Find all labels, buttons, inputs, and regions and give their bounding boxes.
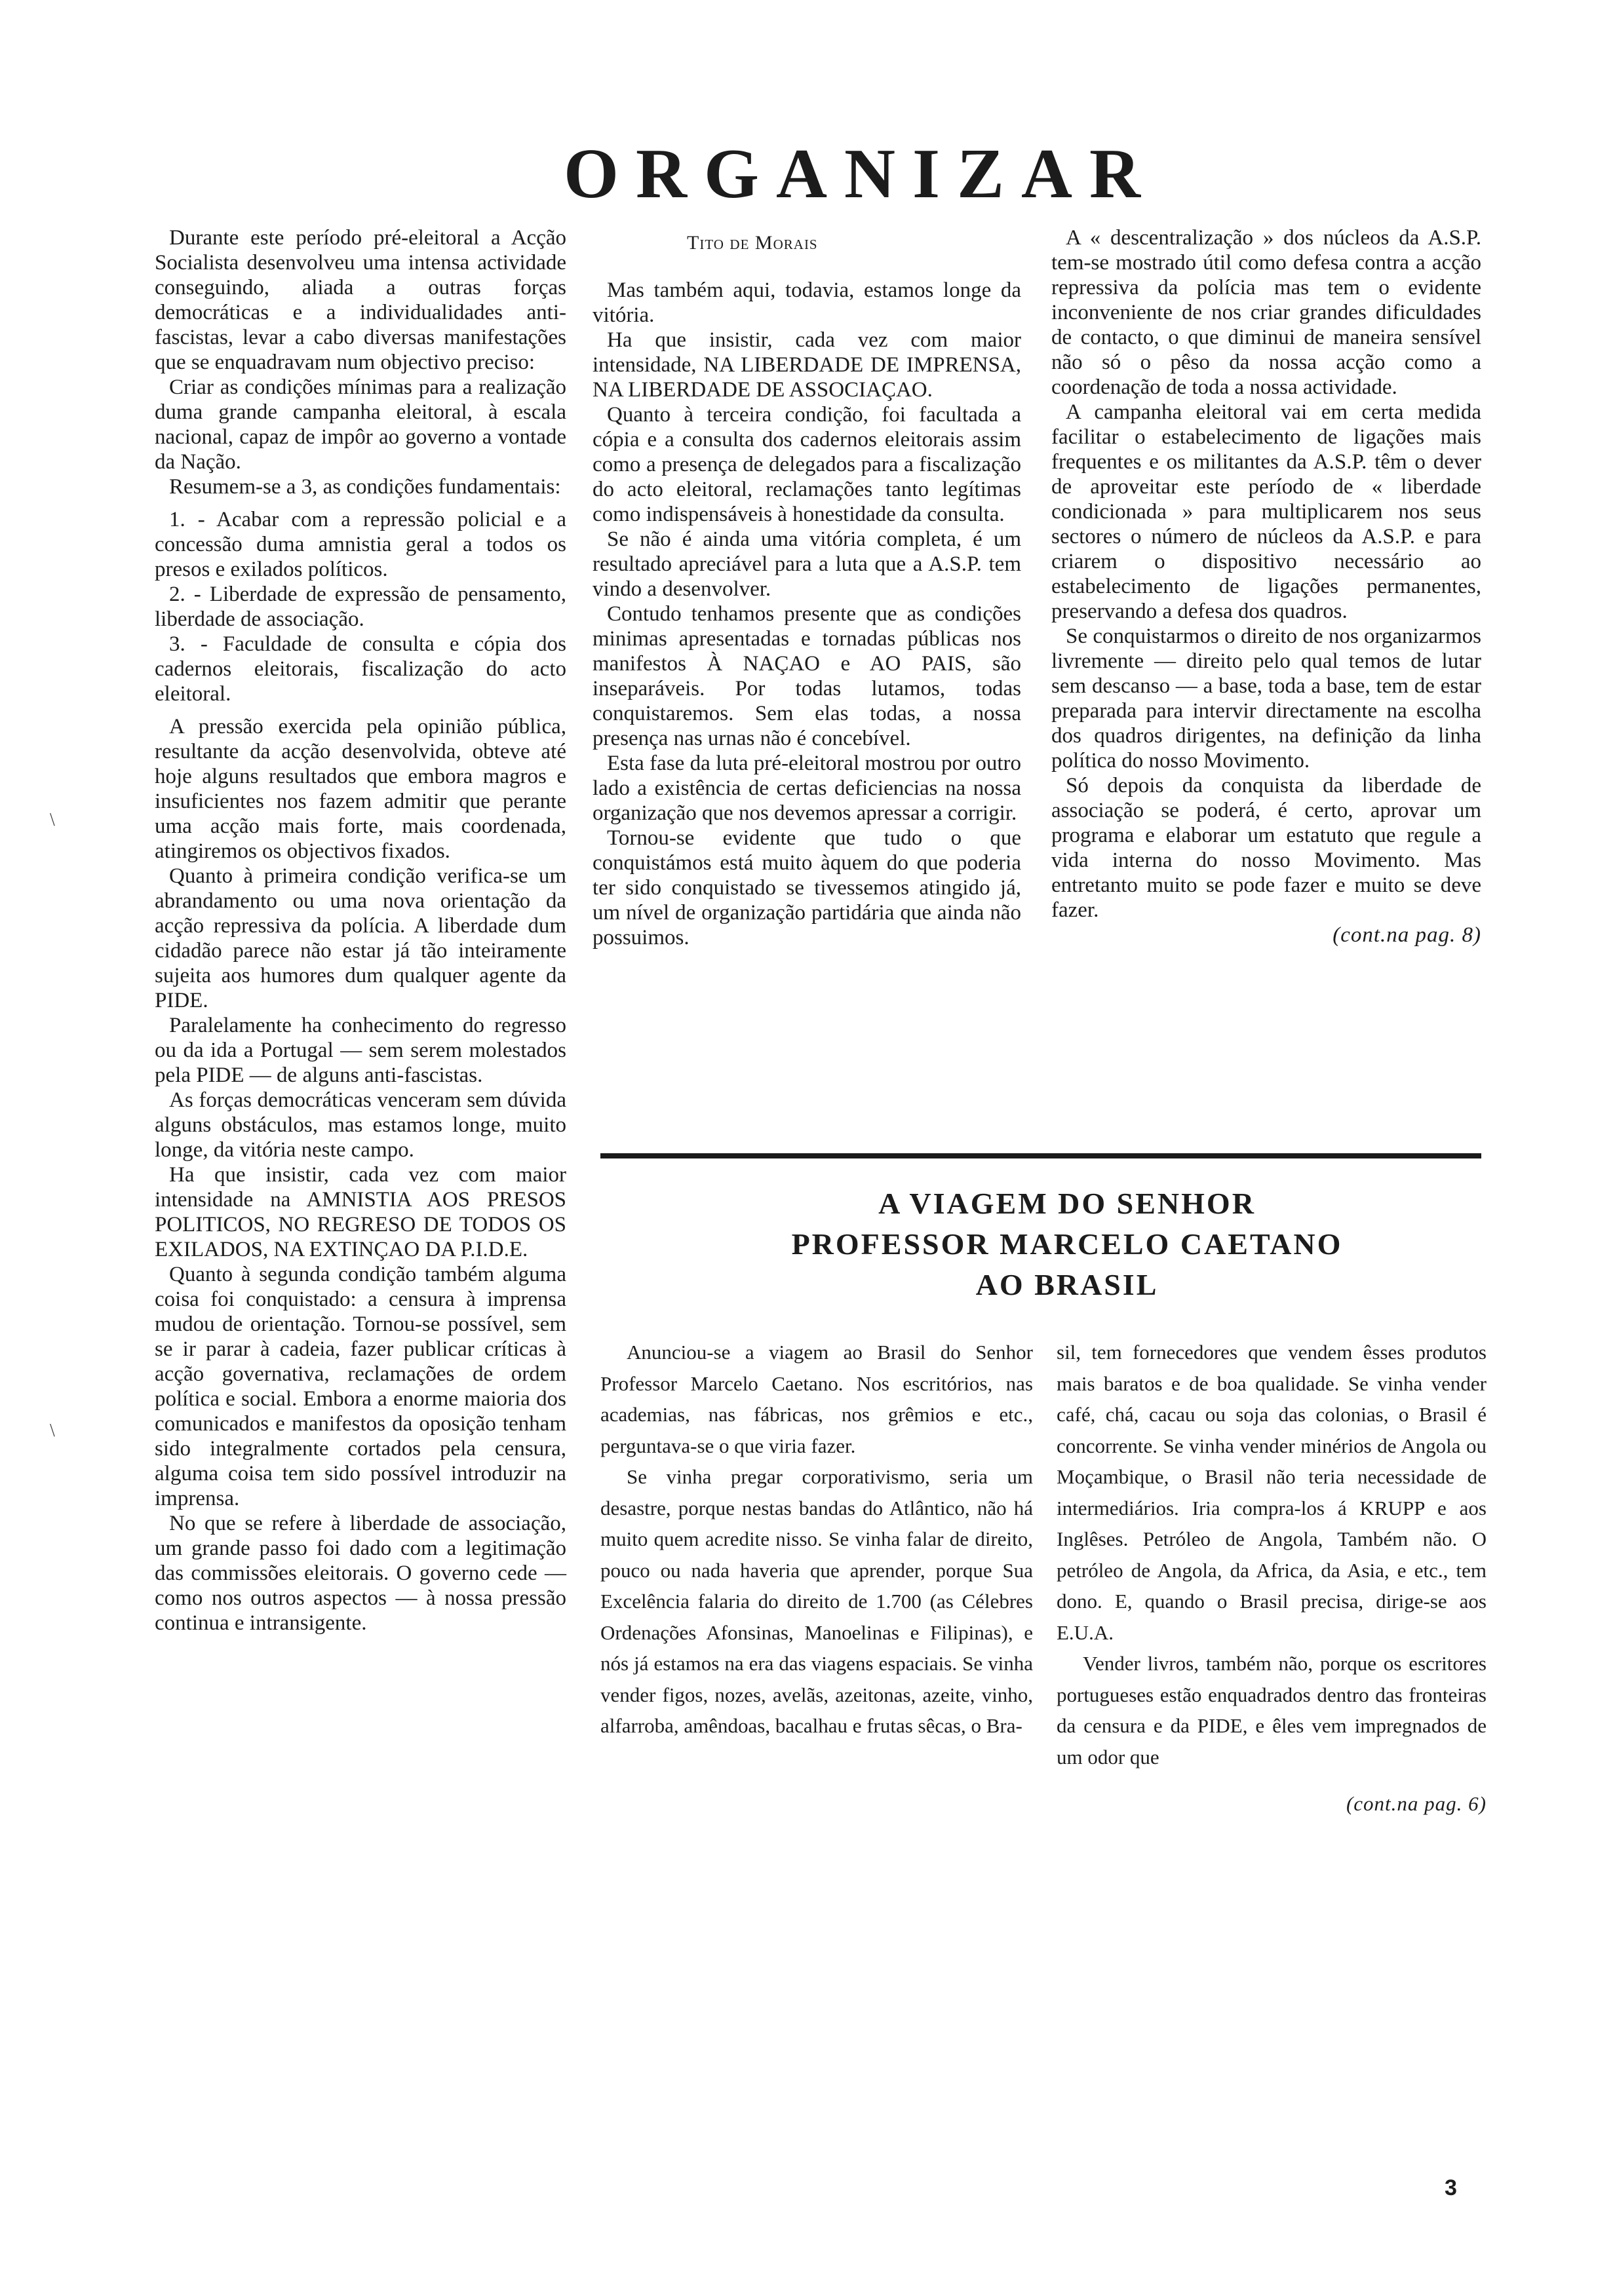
paragraph: Paralelamente ha conhecimento do regresso ou da ida a Portugal — sem serem molestados pela PIDE — de alguns anti-fascistas. bbox=[155, 1014, 566, 1087]
continuation-note: (cont.na pag. 6) bbox=[1346, 1792, 1487, 1815]
title-line: PROFESSOR MARCELO CAETANO bbox=[791, 1227, 1343, 1261]
paragraph: Ha que insistir, cada vez com maior intensidade, NA LIBERDADE DE IMPRENSA, NA LIBERDADE DE ASSOCIAÇAO. bbox=[593, 328, 1021, 402]
paragraph: Mas também aqui, todavia, estamos longe da vitória. bbox=[593, 278, 1021, 327]
paragraph: Anunciou-se a viagem ao Brasil do Senhor Professor Marcelo Caetano. Nos escritórios, nas academias, nas fábricas, nos grêmios e etc., perguntava-se o que viria fazer. bbox=[600, 1341, 1033, 1457]
paragraph: Contudo tenhamos presente que as condições minimas apresentadas e tornadas públicas nos manifestos À NAÇAO e AO PAIS, são inseparáveis. Por todas lutamos, todas conquistaremos. Sem elas todas, a nossa presença nas urnas não é concebível. bbox=[593, 602, 1021, 750]
article-2-column-2 bbox=[1057, 1337, 1487, 1820]
paragraph: Quanto à primeira condição verifica-se um abrandamento ou uma nova orientação da acção repressiva da polícia. A liberdade dum cidadão parece não estar já tão inteiramente sujeita aos humores dum qualquer agente da PIDE. bbox=[155, 864, 566, 1012]
list-item: 1. - Acabar com a repressão policial e a concessão duma amnistia geral a todos os presos e exilados políticos. bbox=[155, 508, 566, 581]
title-line: AO BRASIL bbox=[975, 1268, 1159, 1301]
paragraph: Quanto à segunda condição também alguma coisa foi conquistado: a censura à imprensa mudou de orientação. Tornou-se possível, sem se ir parar à cadeia, fazer publicar críticas à acção governativa, reclamações de ordem política e social. Embora a enorme maioria dos comunicados e manifestos da oposição tenham sido integralmente cortados pela censura, alguma coisa tem sido possível introduzir na imprensa. bbox=[155, 1263, 566, 1510]
article-column-3 bbox=[1051, 225, 1481, 947]
paragraph: Tornou-se evidente que tudo o que conquistámos está muito àquem do que poderia ter sido conquistado se tivessemos atingido já, um nível de organização partidária que ainda não possuimos. bbox=[593, 826, 1021, 949]
paragraph: Durante este período pré-eleitoral a Acção Socialista desenvolveu uma intensa actividade conseguindo, aliada a outras forças democráticas e a individualidades anti-fascistas, levar a cabo diversas manifestações que se enquadravam num objectivo preciso: bbox=[155, 226, 566, 374]
paragraph: Quanto à terceira condição, foi facultada a cópia e a consulta dos cadernos eleitorais assim como a presença de delegados para a fiscalização do acto eleitoral, reclamações tanto legítimas como indispensáveis à honestidade da consulta. bbox=[593, 403, 1021, 526]
paragraph: Esta fase da luta pré-eleitoral mostrou por outro lado a existência de certas deficiencias na nossa organização que nos devemos apressar a corrigir. bbox=[593, 752, 1021, 825]
list-item: 2. - Liberdade de expressão de pensamento, liberdade de associação. bbox=[155, 583, 566, 631]
paragraph: Ha que insistir, cada vez com maior intensidade na AMNISTIA AOS PRESOS POLITICOS, NO REGRESO DE TODOS OS EXILADOS, NA EXTINÇAO DA P.I.D.E. bbox=[155, 1163, 566, 1261]
article-column-1 bbox=[155, 225, 566, 1636]
author-byline: Tito de Morais bbox=[687, 232, 818, 254]
article-column-2 bbox=[593, 278, 1021, 950]
paragraph: Criar as condições mínimas para a realização duma grande campanha eleitoral, à escala nacional, capaz de impôr ao governo a vontade da Nação. bbox=[155, 375, 566, 474]
page-number: 3 bbox=[1445, 2175, 1457, 2200]
continuation-note: (cont.na pag. 8) bbox=[1333, 923, 1481, 947]
paragraph: Só depois da conquista da liberdade de associação se poderá, é certo, aprovar um programa e elaborar um estatuto que regule a vida interna do nosso Movimento. Mas entretanto muito se pode fazer e muito se deve fazer. bbox=[1051, 774, 1481, 922]
article-2-column-1 bbox=[600, 1337, 1033, 1742]
list-item: 3. - Faculdade de consulta e cópia dos cadernos eleitorais, fiscalização do acto eleitoral. bbox=[155, 632, 566, 706]
paragraph: Se vinha pregar corporativismo, seria um desastre, porque nestas bandas do Atlântico, não há muito quem acredite nisso. Se vinha falar de direito, pouco ou nada haveria que aprender, porque Sua Excelência falaria do direito de 1.700 (as Célebres Ordenações Afonsinas, Manoelinas e Filipinas), e nós já estamos na era das viagens espaciais. Se vinha vender figos, nozes, avelãs, azeitonas, azeite, vinho, alfarroba, amêndoas, bacalhau e frutas sêcas, o Bra- bbox=[600, 1465, 1033, 1737]
paragraph: A campanha eleitoral vai em certa medida facilitar o estabelecimento de ligações mais frequentes e os militantes da A.S.P. têm o dever de aproveitar este período de « liberdade condicionada » para multiplicarem nos seus sectores o número de núcleos da A.S.P. e para criarem o dispositivo necessário ao estabelecimento de ligações permanentes, preservando a defesa dos quadros. bbox=[1051, 400, 1481, 623]
paragraph: As forças democráticas venceram sem dúvida alguns obstáculos, mas estamos longe, muito longe, da vitória neste campo. bbox=[155, 1088, 566, 1162]
article-title: ORGANIZAR bbox=[564, 135, 1158, 213]
section-divider bbox=[600, 1153, 1481, 1158]
article-2-title bbox=[669, 1183, 1466, 1305]
paragraph: A pressão exercida pela opinião pública, resultante da acção desenvolvida, obteve até hoje alguns resultados que embora magros e insuficientes nos fazem admitir que perante uma acção mais forte, mais coordenada, atingiremos os objectivos fixados. bbox=[155, 715, 566, 863]
paragraph: Se não é ainda uma vitória completa, é um resultado apreciável para a luta que a A.S.P. tem vindo a desenvolver. bbox=[593, 527, 1021, 601]
paragraph: sil, tem fornecedores que vendem êsses produtos mais baratos e de boa qualidade. Se vinha vender café, chá, cacau ou soja das colonias, o Brasil é concorrente. Se vinha vender minérios de Angola ou Moçambique, o Brasil não teria necessidade de intermediários. Iria compra-los á KRUPP e aos Inglêses. Petróleo de Angola, Também não. O petróleo de Angola, da Africa, da Asia, e etc., tem dono. E, quando o Brasil precisa, dirige-se aos E.U.A. bbox=[1057, 1341, 1487, 1644]
paragraph: Resumem-se a 3, as condições fundamentais: bbox=[169, 475, 561, 499]
paragraph: A « descentralização » dos núcleos da A.S.P. tem-se mostrado útil como defesa contra a acção repressiva da polícia mas tem o evidente inconveniente de nos criar grandes dificuldades de contacto, o que diminui de maneira sensível não só o pêso da nossa acção como a coordenação de toda a nossa actividade. bbox=[1051, 226, 1481, 399]
title-line: A VIAGEM DO SENHOR bbox=[878, 1187, 1256, 1220]
margin-mark: \ bbox=[50, 1421, 55, 1441]
margin-mark: \ bbox=[50, 810, 55, 830]
paragraph: Se conquistarmos o direito de nos organizarmos livremente — direito pelo qual temos de lutar sem descanso — a base, toda a base, tem de estar preparada para intervir directamente na escolha dos quadros dirigentes, na definição da linha política do nosso Movimento. bbox=[1051, 624, 1481, 773]
paragraph: Vender livros, também não, porque os escritores portugueses estão enquadrados dentro das fronteiras da censura e da PIDE, e êles vem impregnados de um odor que bbox=[1057, 1652, 1487, 1769]
paragraph: No que se refere à liberdade de associação, um grande passo foi dado com a legitimação das commissões eleitorais. O governo cede — como nos outros aspectos — à nossa pressão continua e intransigente. bbox=[155, 1512, 566, 1635]
